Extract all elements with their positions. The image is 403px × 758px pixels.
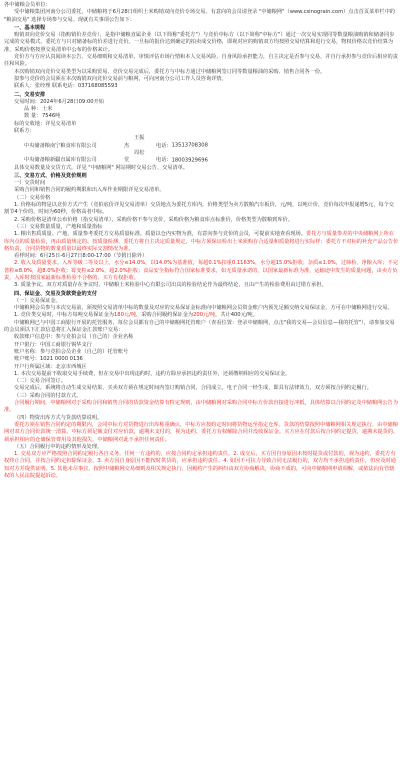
section-2-title: 二、交易安排 — [14, 91, 46, 98]
party-person: 周松堂 — [124, 149, 145, 164]
party-row — [4, 150, 399, 165]
variety-label: 品 种： — [24, 106, 42, 113]
quantity-row — [4, 113, 399, 120]
party-phone: 18003929696 — [171, 157, 208, 164]
paragraph — [4, 231, 399, 253]
bank-label: 账户账号： — [14, 356, 40, 363]
subsection-title: （四）物资出库方式与货款结算说明。 — [14, 414, 103, 421]
deposit-paragraph — [4, 312, 399, 319]
highlight-text: 委托方与质量参差的中央储粮网上所在库内点的质量检验，再由质量规定的。按质量检测，委托方将自主决定质量规定，中标方须保证检出土米须购存合适量和质量将进行实际样；委托方不对标的补充产品公告价格负责，合同货物的数量质量以最终实际交割情况为准。 — [4, 231, 399, 252]
subsection-title: 一）交货时间 — [14, 180, 46, 187]
subsection-title: （三）交易数量质量，产地和质量指标 — [14, 223, 103, 230]
greeting: 各中储粮会员单位： — [4, 2, 51, 8]
paragraph: 1. 交易双方应严格按照合同约定履行各自义务，任何一方违约的，应按合同约定承担违约责任。2. 成交后，买方因自身原因未按时提货或付款的，视为违约，委托方有权终止合同，并按合同约定扣除保证金。3. 卖方因自身原因不能按时供货的，应承担违约责任。4. 如因不可抗力导致合同无法履行的，双方均不承担违约责任，但应及时通知对方并提供证明。5. 其他未尽事宜，按照中储粮网交易细则及相关规定执行，因履约产生的纠纷由双方协商解决，协商不成的，可向中储粮网申请调解，或依法向有管辖权的人民法院提起诉讼。 — [4, 451, 396, 479]
paragraph: 中储粮网已与中国工商银行开展的托管服务，每位会员都有自己的中储粮网托管账户（查看位置：登录中储粮网，点击"我的交易—会员信息—我的托管"），请参加交易的会员须以下汇款信息将汇入保证金汇款账户交易： — [4, 319, 395, 334]
party-phone-label: 电话： — [156, 157, 172, 164]
bank-value: 参与竞拍会员企业（自己的）托管账号 — [39, 348, 129, 355]
subsection-title: （二）交易合同签订。 — [14, 378, 66, 385]
bank-label: 开户行所属区域： — [14, 363, 56, 370]
bank-value: 北京市西城区 — [55, 363, 87, 370]
intro-paragraph: 购销双向竞价交易（指购销价差竞价），是指中储粮直属企业（以下简称"委托方"）与竞价中标方（以下简称"中标方"）通过一次交易实现同等数量粮油购销和储备同步完成的交易模式。委托方与只对储备标的价差进行竞价。一旦标的报价达到确定的拍卖成交价格，即视对应的购销双方均按照交易结算和进行交易，物权价格以竞价结算为准，采购价格按照交易清单中公布的价格来计。 — [4, 32, 395, 53]
party-company: 中央储备粮南宁粮食库有限公司 — [24, 142, 97, 149]
subsection-title: （三）采购合同的付款方式。 — [14, 392, 82, 399]
intro-paragraph: 竞价方与方应认真阅读本公告、交易细则和交易清单，审慎评估市场行情和本人交易风险，自身风险承担能力，自主决定是否参与交易，并自行承担参与竞价后相应的责任和风险。 — [4, 54, 398, 68]
detail-note: 具体交易数量及交货方式，详见 "中储粮网" 网站期时交易公告、交易清单。 — [14, 164, 189, 171]
paragraph: 采购合同和销售合同的履约期限和出入库作业期限详见交易清单。 — [14, 187, 165, 194]
deposit-text: ，共计400元/吨。 — [215, 312, 258, 319]
trade-time-value: 2024年6月28日09:00开始 — [39, 98, 104, 105]
deposit-amount: 180元/吨 — [113, 312, 137, 319]
intro-paragraph: 受中储粮集团河南分公司委托，中储粮将于6月28日组织土米购销双向竞价专场交易。有意向的会员请登录 "中储粮网"（www.csinograin.com）点击首页菜单栏中的 "粮油交易" 选择专场参与交易。现就有关事项公告如下： — [4, 9, 395, 23]
quantity-value: 7546吨 — [42, 113, 61, 120]
paragraph: 2. 采购价格是清单公布价格（指交易清单），采购价格不参与竞价，采购价格为粮食库点标准价，价格类型为散粮到库价。 — [14, 216, 293, 223]
subsection-title: （五）合同履行中的违约情形及处理。 — [14, 443, 103, 450]
deposit-text: ，采购合同履约保证金为 — [136, 312, 194, 319]
bank-label: 账户名称： — [14, 348, 40, 355]
paragraph: 合同履行期间，中储粮网对于采购合同和销售合同的货款资金结算有特定规则，由中储粮网对采购合同中标方价款直接进行冲抵，具体结算以合同约定及中储粮网公告为准。 — [4, 400, 398, 414]
trade-time-row — [4, 99, 399, 106]
bank-value: 中国工商银行锡华支行 — [39, 341, 92, 348]
party-company: 中央储备粮新疆直属库有限公司 — [24, 157, 97, 164]
subsection-title: （一）交易保证金。 — [14, 297, 61, 304]
intro-paragraph: 本次购销双向竞价交易类型为以采购贸易、竞价交易完成后，委托方与中标方通过中储粮网签订同等数量粮油的采购、销售合同各一份。 — [14, 68, 326, 75]
party-row — [4, 135, 399, 150]
intro-paragraph: 拟参与竞价的会员须在本次购销双向竞价交易前与粮网，可向河南分公司工作人员咨询详情。 — [14, 75, 227, 82]
variety-value: 土米 — [42, 106, 53, 113]
party-phone: 13513708308 — [171, 142, 208, 149]
paragraph-text: 1. 粮出售质质量、产地、质量参考委托方交易质量标准。质量以仓内实物为准，有意向参与竞价的会员，可提前实地查看现场。 — [14, 231, 306, 238]
variety-row — [4, 106, 399, 113]
quantity-label: 数 量： — [24, 113, 42, 120]
paragraph: 委托方须在销售合同约定的期限内，会同中标方对货物进行出库称重确认，中标方应按约定时间将货物运至指定仓库。货款的结算按照中储粮网相关规定执行，由中储粮网对双方合同价款统一清算。中标方须足额支付对应价款，逾期未支付的，视为违约，委托方有权解除合同并没收保证金。买方应在付款后按合同约定提货，逾期未提货的，须承担相应的仓储保管费用及其他损失，中储粮网对此不承担任何责任。 — [4, 421, 399, 443]
bank-row — [4, 342, 399, 349]
counterpart-label: 联系方： — [14, 128, 35, 135]
paragraph: 中储粮网会员参与本次交易前，须按照交易清单中标的数量及对应的交易保证金标准向中储粮网会员资金账户内预先足额交纳交易保证金，方可在中储粮网进行交易。 — [14, 305, 393, 312]
party-person: 王振杰 — [124, 135, 145, 149]
bank-value: 1021 0000 0136 — [39, 356, 83, 363]
contact-line: 联系人：张经理 联系电话：037168085593 — [14, 83, 118, 90]
subsection-title: （二）交易价格 — [14, 194, 51, 201]
paragraph: 3. 质量争议。双方对质量存在争议时，中储粮土米检验中心有限公司出具的检验结论作为最终结论，且由产生的检验费用由过错方承担。 — [14, 282, 327, 289]
bank-row — [4, 356, 399, 363]
bank-row — [4, 364, 399, 371]
deposit-text: 1. 竞价类交易时，中标方每吨交易保证金为 — [14, 312, 114, 319]
section-1-title: 一、基本规程 — [14, 24, 46, 31]
bank-label: 开户银行： — [14, 341, 40, 348]
bank-info-title: 收款账户信息中：参与竞拍会员（自己的）企业名称 — [14, 334, 134, 341]
deposit-amount: 200元/吨 — [193, 312, 216, 319]
quality-requirements: 2. 收入及质量要求。入库等级二等及以上，水分≤14.0%，以14.0%为基准值，每超0.1%扣重0.1163%，水分超15.0%拒收；杂质≤1.0%，过筛检，净粮入库；不完善粒≤8.0%，超8.0%拒收；霉变粒≤2.0%，超2.0%拒收；食品安全指标符合国家标准要求，如无质量承诺的，以国家最新标准为准，运输途中发生的质量问题，由卖方负责，入库时按国家最新标准检验不合格的，买方有权拒收。 — [4, 260, 398, 281]
section-3-title: 三、交易方式、价格及竞价规则 — [14, 172, 87, 179]
inspection-time: 看样时间：6月25日-6月27日8:00-17:00（节假日除外） — [14, 253, 148, 260]
trade-time-label: 交易时间： — [14, 98, 40, 105]
paragraph: 1. 价格标的物是以竞价方式产生（竞拍底价详见交易清单）交货地点为委托方库内，价格类型为卖方散粮汽车板价，元/吨，以吨计价，竞价每次申报递增5元，每个交割节4个价的，时间为60秒，价格高者中标。 — [4, 202, 394, 216]
section-4-title: 四、保证金、交易及货款资金的支付 — [14, 290, 98, 297]
paragraph: 1. 本次交易提前不收取交易手续费，但在交易中出现违约时，违约方除应承担违约责任外，还须缴纳相应的交易保证金。 — [14, 370, 291, 377]
paragraph: 交易完成后，系统将自动生成交易结果，买卖双方须在规定时间内签订购销合同，合同成立。电子合同一经生成，即具有法律效力，双方须按合同约定履行。 — [14, 385, 372, 392]
delivery-place: 标的交收地：详见交易清单 — [14, 120, 77, 127]
party-phone-label: 电话： — [156, 142, 172, 149]
